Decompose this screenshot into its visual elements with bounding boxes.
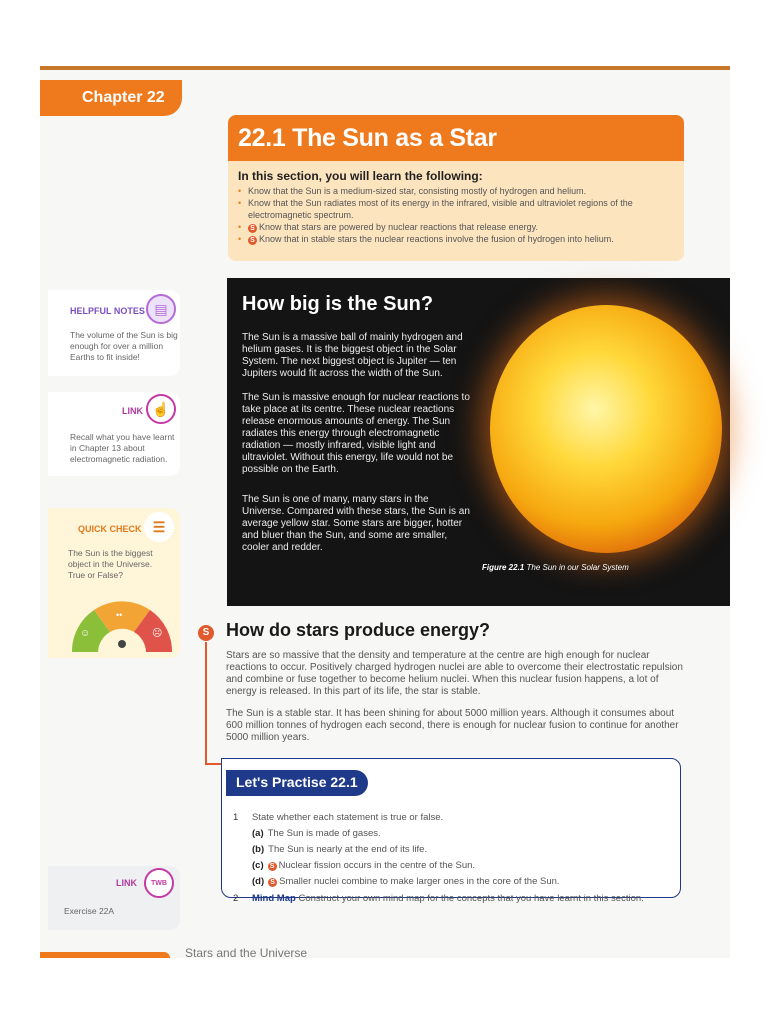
question-text: Mind Map Construct your own mind map for the concepts that you have learnt in this section.: [252, 893, 644, 904]
sub-question: (c) S Nuclear fission occurs in the centre of the Sun.: [252, 860, 476, 871]
section-marker-line: [205, 642, 207, 764]
energy-paragraph: The Sun is a stable star. It has been shining for about 5000 million years. Although it consumes about 600 million tonnes of hydrogen each second, there is enough for nuclear fusion to continue for another 5000 million years.: [226, 708, 679, 743]
question-number: 1: [233, 812, 239, 823]
link-twb-heading: LINK: [116, 878, 137, 888]
sub-question: (a) The Sun is made of gases.: [252, 828, 381, 839]
bullet-icon: •: [238, 234, 242, 244]
quick-check-heading: QUICK CHECK: [78, 524, 142, 534]
helpful-notes-heading: HELPFUL NOTES: [70, 306, 145, 316]
panel-title: How big is the Sun?: [242, 293, 434, 315]
syllabus-s-badge: S: [198, 625, 214, 641]
quick-check-box: [48, 508, 180, 658]
objective-item: • S Know that in stable stars the nuclear reactions involve the fusion of hydrogen into helium.: [238, 234, 614, 244]
objective-item: • Know that the Sun radiates most of its energy in the infrared, visible and ultraviolet regions of the electromagnetic spectrum.: [238, 198, 633, 220]
objective-item: • S Know that stars are powered by nuclear reactions that release energy.: [238, 222, 538, 232]
bullet-icon: •: [238, 186, 242, 196]
objective-item: • Know that the Sun is a medium-sized star, consisting mostly of hydrogen and helium.: [238, 186, 587, 196]
panel-paragraph: The Sun is one of many, many stars in the Universe. Compared with these stars, the Sun is an average yellow star. Some stars are bigger, hotter and bluer than the Sun, and some are smaller, cooler and redder.: [242, 494, 470, 553]
quick-check-text: The Sun is the biggest object in the Universe. True or False?: [68, 548, 153, 580]
section-title: 22.1 The Sun as a Star: [228, 115, 684, 161]
link-text: Recall what you have learnt in Chapter 13 about electromagnetic radiation.: [70, 432, 175, 464]
svg-text:••: ••: [116, 610, 123, 620]
footer-bar: [40, 952, 170, 958]
energy-paragraph: Stars are so massive that the density and temperature at the centre are high enough for nuclear reactions to occur. Positively charged hydrogen nuclei are able to overcome their electrostatic repulsion and combine or fuse together to become helium nuclei. When this nuclear fusion happens, a lot of energy is released. In this part of its life, the star is stable.: [226, 650, 683, 697]
practise-label: Let's Practise 22.1: [226, 770, 368, 796]
learning-objectives: [228, 161, 684, 261]
helpful-notes-text: The volume of the Sun is big enough for over a million Earths to fit inside!: [70, 330, 178, 362]
svg-text:☺: ☺: [80, 628, 91, 639]
bullet-icon: •: [238, 198, 242, 208]
figure-caption: Figure 22.1 The Sun in our Solar System: [482, 563, 629, 572]
question-text: State whether each statement is true or false.: [252, 812, 444, 823]
link-hand-icon: ☝: [146, 394, 176, 424]
helpful-notes-box: [48, 290, 180, 376]
question-number: 2: [233, 893, 239, 904]
energy-heading: How do stars produce energy?: [226, 620, 491, 640]
link-twb-text: Exercise 22A: [64, 906, 115, 916]
mood-gauge-icon: [66, 598, 178, 654]
link-twb-box: [48, 866, 180, 930]
link-box: [48, 392, 180, 476]
checklist-icon: ☰: [144, 512, 174, 542]
syllabus-s-badge: S: [248, 236, 257, 245]
syllabus-s-badge: S: [268, 878, 277, 887]
notepad-icon: ▤: [146, 294, 176, 324]
sun-image: [490, 305, 722, 553]
sub-question: (b) The Sun is nearly at the end of its life.: [252, 844, 428, 855]
chapter-tab: Chapter 22: [40, 80, 182, 116]
link-heading: LINK: [122, 406, 143, 416]
syllabus-s-badge: S: [268, 862, 277, 871]
sub-question: (d) S Smaller nuclei combine to make larger ones in the core of the Sun.: [252, 876, 560, 887]
learning-objectives-title: In this section, you will learn the following:: [238, 169, 483, 183]
footer-title: Stars and the Universe: [185, 946, 308, 960]
panel-paragraph: The Sun is a massive ball of mainly hydrogen and helium gases. It is the biggest object in the Solar System. The next biggest object is Jupiter — ten Jupiters would fit across the width of the Sun.: [242, 332, 463, 379]
syllabus-s-badge: S: [248, 224, 257, 233]
svg-text:☹: ☹: [152, 628, 163, 639]
panel-paragraph: The Sun is massive enough for nuclear reactions to take place at its centre. These nuclear reactions release enormous amounts of energy. The Sun radiates this energy through electromagnetic radiation — mostly infrared, visible light and ultraviolet. Without this energy, life would not be possible on the Earth.: [242, 392, 470, 475]
page-top-edge: [40, 66, 730, 70]
bullet-icon: •: [238, 222, 242, 232]
workbook-icon: TWB: [144, 868, 174, 898]
